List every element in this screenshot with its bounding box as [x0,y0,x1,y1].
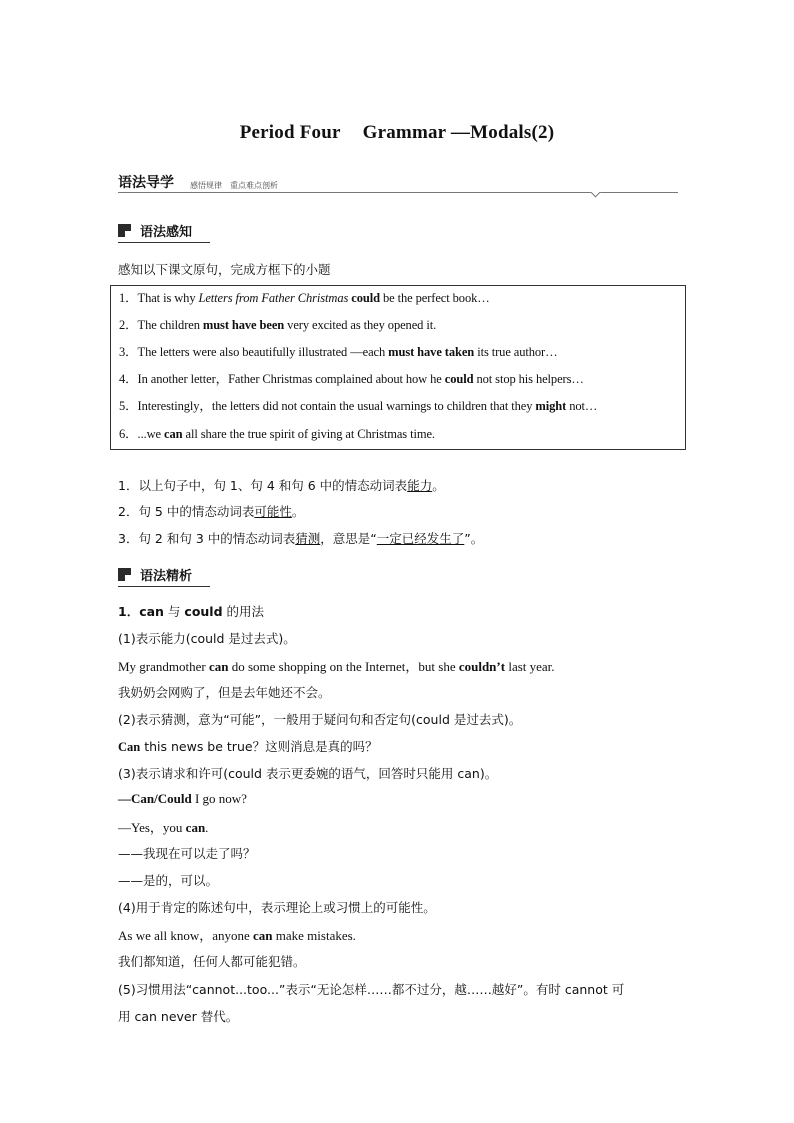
example-sentence-6: 6．...we can all share the true spirit of giving at Christmas time. [119,427,435,441]
answer-3: 3．句 2 和句 3 中的情态动词表猜测，意思是“一定已经发生了”。 [118,531,484,546]
rule-2: (2)表示猜测，意为“可能”，一般用于疑问句和否定句(could 是过去式)。 [118,712,522,727]
intro-text: 感知以下课文原句，完成方框下的小题 [118,262,331,277]
example-english: Can this news be true？这则消息是真的吗？ [118,739,378,754]
rule-4: (4)用于肯定的陈述句中，表示理论上或习惯上的可能性。 [118,900,436,915]
rule-5: (5)习惯用法“cannot...too...”表示“无论怎样……都不过分，越……越好”。有时 cannot 可 [118,982,625,997]
rule-1: (1)表示能力(could 是过去式)。 [118,631,296,646]
example-english: As we all know，anyone can make mistakes. [118,928,356,943]
answer-2: 2．句 5 中的情态动词表可能性。 [118,504,305,519]
example-translation: 我们都知道，任何人都可能犯错。 [118,954,306,969]
example-sentence-5: 5．Interestingly，the letters did not contain the usual warnings to children that they might not… [119,399,598,413]
section-header-perception: 语法感知 [118,220,210,243]
example-sentences-box [110,285,686,450]
section-header-analysis: 语法精析 [118,564,210,587]
square-bullet-icon [118,224,131,237]
banner-notch [591,188,601,198]
rule-5-continued: 用 can never 替代。 [118,1009,239,1024]
example-translation: 我奶奶会网购了，但是去年她还不会。 [118,685,331,700]
page-title: Period Four Grammar —Modals(2) [239,122,555,143]
example-sentence-1: 1．That is why Letters from Father Christmas could be the perfect book… [119,291,490,305]
dialogue-line: —Can/Could I go now? [118,791,247,806]
dialogue-translation: ——是的，可以。 [118,873,219,888]
subheading-can-could: 1．can 与 could 的用法 [118,604,265,619]
dialogue-line: —Yes，you can. [118,820,209,835]
banner-title: 语法导学 [118,175,174,191]
answer-1: 1．以上句子中，句 1、句 4 和句 6 中的情态动词表能力。 [118,478,445,493]
dialogue-translation: ——我现在可以走了吗？ [118,846,256,861]
section-banner [118,172,678,196]
example-sentence-4: 4．In another letter，Father Christmas complained about how he could not stop his helpers… [119,372,584,386]
example-english: My grandmother can do some shopping on the Internet，but she couldn’t last year. [118,659,555,674]
square-bullet-icon [118,568,131,581]
example-sentence-2: 2．The children must have been very excited as they opened it. [119,318,437,332]
rule-3: (3)表示请求和许可(could 表示更委婉的语气，回答时只能用 can)。 [118,766,498,781]
banner-subtitle: 感悟规律 重点难点剖析 [190,181,278,190]
example-sentence-3: 3．The letters were also beautifully illustrated —each must have taken its true author… [119,345,558,359]
